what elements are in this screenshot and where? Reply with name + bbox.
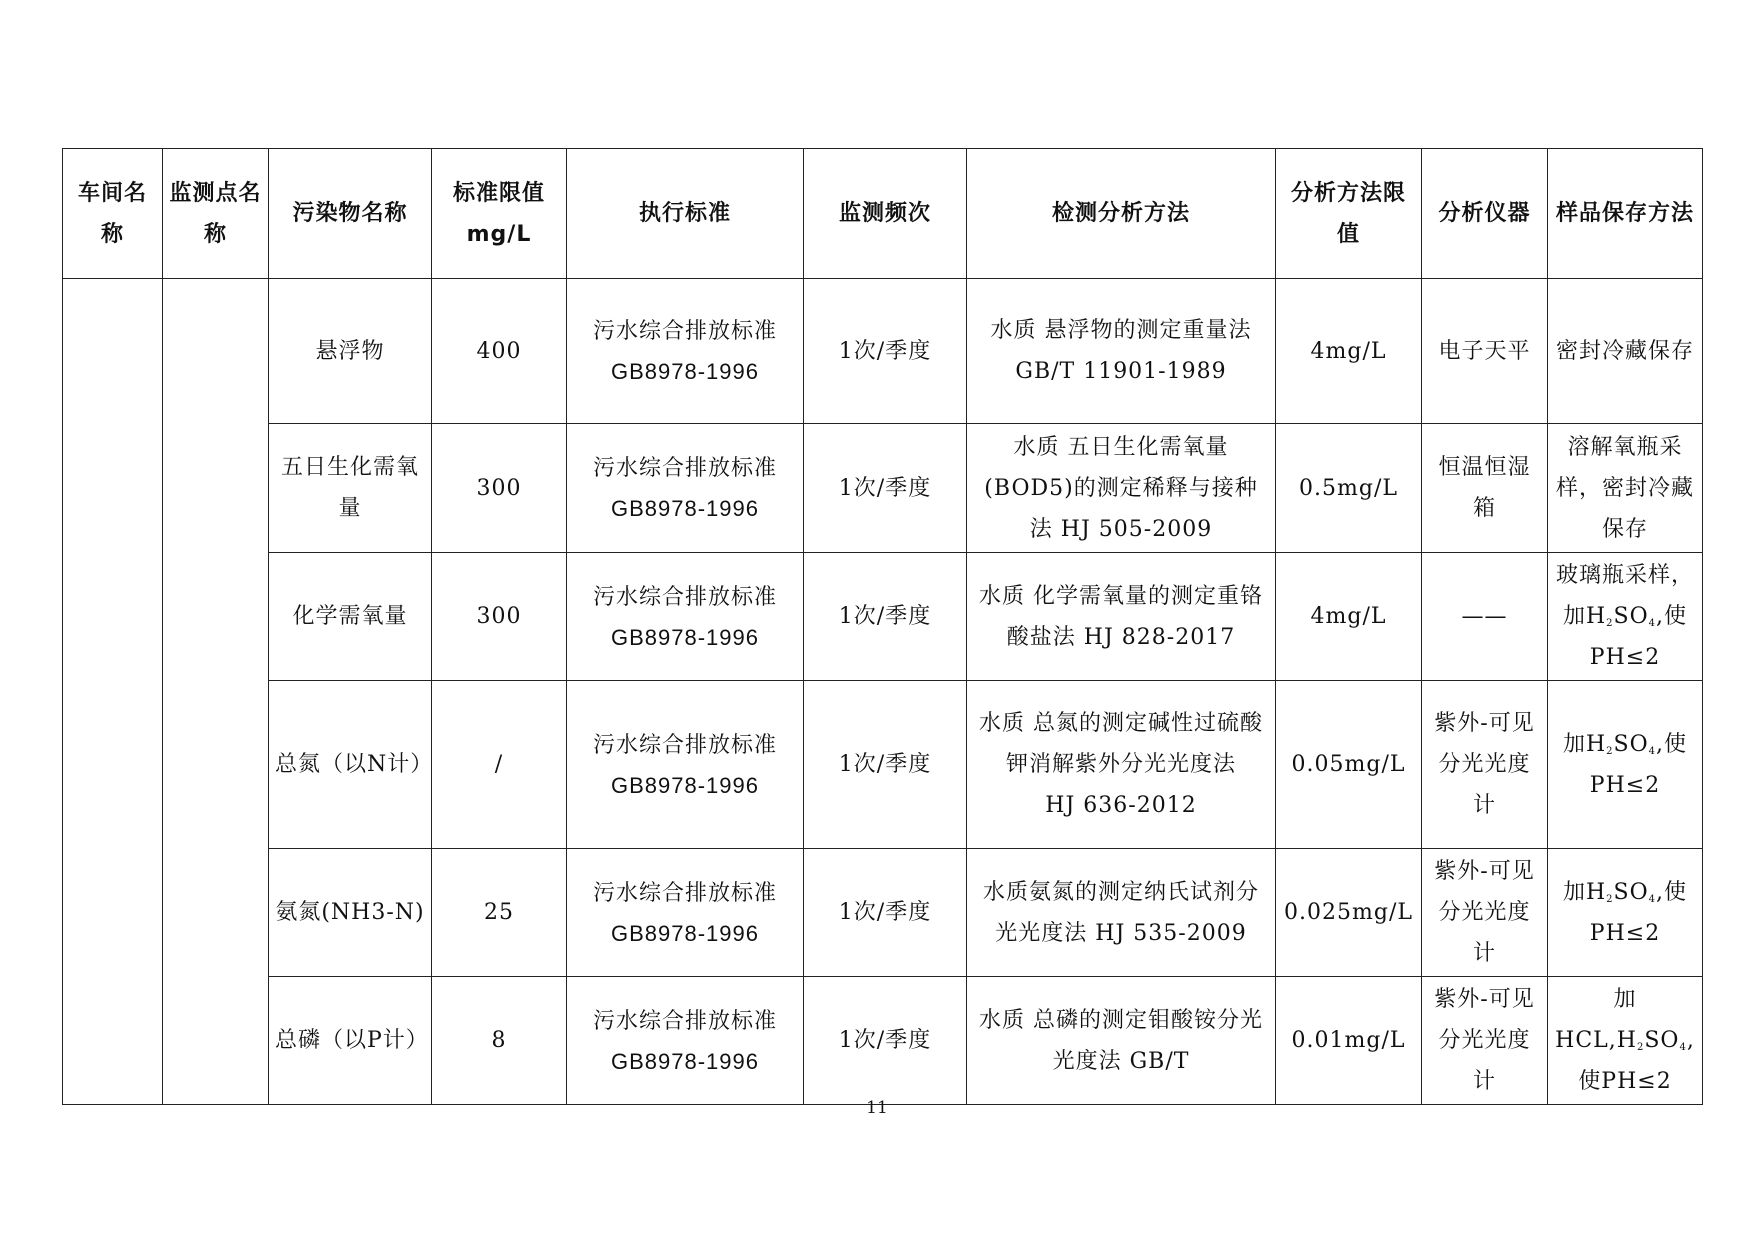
standard-code: GB8978-1996: [611, 624, 759, 650]
standard-cell: [567, 849, 804, 977]
header-limit: 标准限值mg/L: [432, 149, 567, 279]
frequency-cell: 1次/季度: [804, 279, 967, 424]
standard-code: GB8978-1996: [611, 920, 759, 946]
header-preservation: 样品保存方法: [1548, 149, 1703, 279]
standard-code: GB8978-1996: [611, 772, 759, 798]
detection-limit-cell: 0.05mg/L: [1276, 681, 1422, 849]
preservation-line: 加$H_2SO_4$,使PH≤2: [1562, 604, 1688, 670]
method-code: HJ 636-2012: [1045, 793, 1197, 818]
preservation-cell: 溶解氧瓶采样，密封冷藏保存: [1548, 424, 1703, 553]
header-method: 检测分析方法: [967, 149, 1276, 279]
header-row: [63, 149, 1703, 279]
method-cell: 水质 总磷的测定钼酸铵分光光度法 GB/T: [967, 977, 1276, 1105]
detection-limit-cell: 0.01mg/L: [1276, 977, 1422, 1105]
preservation-cell: 加$H_2SO_4$,使PH≤2: [1548, 681, 1703, 849]
pollutant-cell: 化学需氧量: [269, 553, 432, 681]
table-row: [63, 977, 1703, 1105]
pollutant-cell: 悬浮物: [269, 279, 432, 424]
standard-name: 污水综合排放标准: [592, 731, 777, 757]
instrument-cell: 紫外-可见分光光度计: [1422, 681, 1548, 849]
header-standard: 执行标准: [567, 149, 804, 279]
standard-cell: [567, 681, 804, 849]
standard-name: 污水综合排放标准: [592, 583, 777, 609]
pollutant-cell: 五日生化需氧量: [269, 424, 432, 553]
limit-cell: 25: [432, 849, 567, 977]
instrument-cell: 紫外-可见分光光度计: [1422, 977, 1548, 1105]
standard-cell: [567, 977, 804, 1105]
instrument-cell: ——: [1422, 553, 1548, 681]
header-monitor-point: 监测点名称: [163, 149, 269, 279]
instrument-cell: 电子天平: [1422, 279, 1548, 424]
preservation-cell: 密封冷藏保存: [1548, 279, 1703, 424]
frequency-cell: 1次/季度: [804, 977, 967, 1105]
standard-code: GB8978-1996: [611, 359, 759, 384]
table-row: [63, 424, 1703, 553]
standard-cell: [567, 279, 804, 424]
method-cell: 水质 化学需氧量的测定重铬酸盐法 HJ 828-2017: [967, 553, 1276, 681]
table-row: [63, 279, 1703, 424]
standard-code: GB8978-1996: [611, 496, 759, 521]
standard-code: GB8978-1996: [611, 1048, 759, 1074]
limit-cell: /: [432, 681, 567, 849]
workshop-cell: [63, 279, 163, 1105]
instrument-cell: 恒温恒湿箱: [1422, 424, 1548, 553]
instrument-cell: 紫外-可见分光光度计: [1422, 849, 1548, 977]
standard-name: 污水综合排放标准: [592, 1007, 777, 1033]
limit-cell: 300: [432, 424, 567, 553]
table-row: [63, 849, 1703, 977]
standard-name: 污水综合排放标准: [592, 318, 777, 343]
header-instrument: 分析仪器: [1422, 149, 1548, 279]
header-detection-limit: 分析方法限值: [1276, 149, 1422, 279]
method-cell: 水质氨氮的测定纳氏试剂分光光度法 HJ 535-2009: [967, 849, 1276, 977]
method-cell: [967, 681, 1276, 849]
preservation-cell: 加$H_2SO_4$,使PH≤2: [1548, 849, 1703, 977]
header-frequency: 监测频次: [804, 149, 967, 279]
table-row: [63, 681, 1703, 849]
pollutant-cell: 总磷（以P计）: [269, 977, 432, 1105]
monitor-point-cell: [163, 279, 269, 1105]
standard-name: 污水综合排放标准: [592, 879, 777, 905]
limit-cell: 300: [432, 553, 567, 681]
preservation-line: 玻璃瓶采样，: [1555, 563, 1694, 588]
method-cell: 水质 悬浮物的测定重量法 GB/T 11901-1989: [967, 279, 1276, 424]
method-text: 水质 总氮的测定碱性过硫酸钾消解紫外分光光度法: [979, 711, 1263, 777]
page-number: 11: [866, 1098, 888, 1118]
limit-cell: 8: [432, 977, 567, 1105]
header-workshop: 车间名称: [63, 149, 163, 279]
frequency-cell: 1次/季度: [804, 681, 967, 849]
frequency-cell: 1次/季度: [804, 849, 967, 977]
header-pollutant: 污染物名称: [269, 149, 432, 279]
standard-cell: [567, 553, 804, 681]
detection-limit-cell: 4mg/L: [1276, 279, 1422, 424]
pollutant-cell: 总氮（以N计）: [269, 681, 432, 849]
preservation-cell: [1548, 553, 1703, 681]
pollutant-cell: 氨氮(NH3-N): [269, 849, 432, 977]
monitoring-table: [62, 148, 1703, 1105]
standard-name: 污水综合排放标准: [592, 455, 777, 480]
limit-cell: 400: [432, 279, 567, 424]
preservation-cell: 加$HCL,H_2SO_4$,使PH≤2: [1548, 977, 1703, 1105]
detection-limit-cell: 0.5mg/L: [1276, 424, 1422, 553]
detection-limit-cell: 4mg/L: [1276, 553, 1422, 681]
frequency-cell: 1次/季度: [804, 553, 967, 681]
standard-cell: [567, 424, 804, 553]
table-row: [63, 553, 1703, 681]
detection-limit-cell: 0.025mg/L: [1276, 849, 1422, 977]
frequency-cell: 1次/季度: [804, 424, 967, 553]
method-cell: 水质 五日生化需氧量(BOD5)的测定稀释与接种法 HJ 505-2009: [967, 424, 1276, 553]
